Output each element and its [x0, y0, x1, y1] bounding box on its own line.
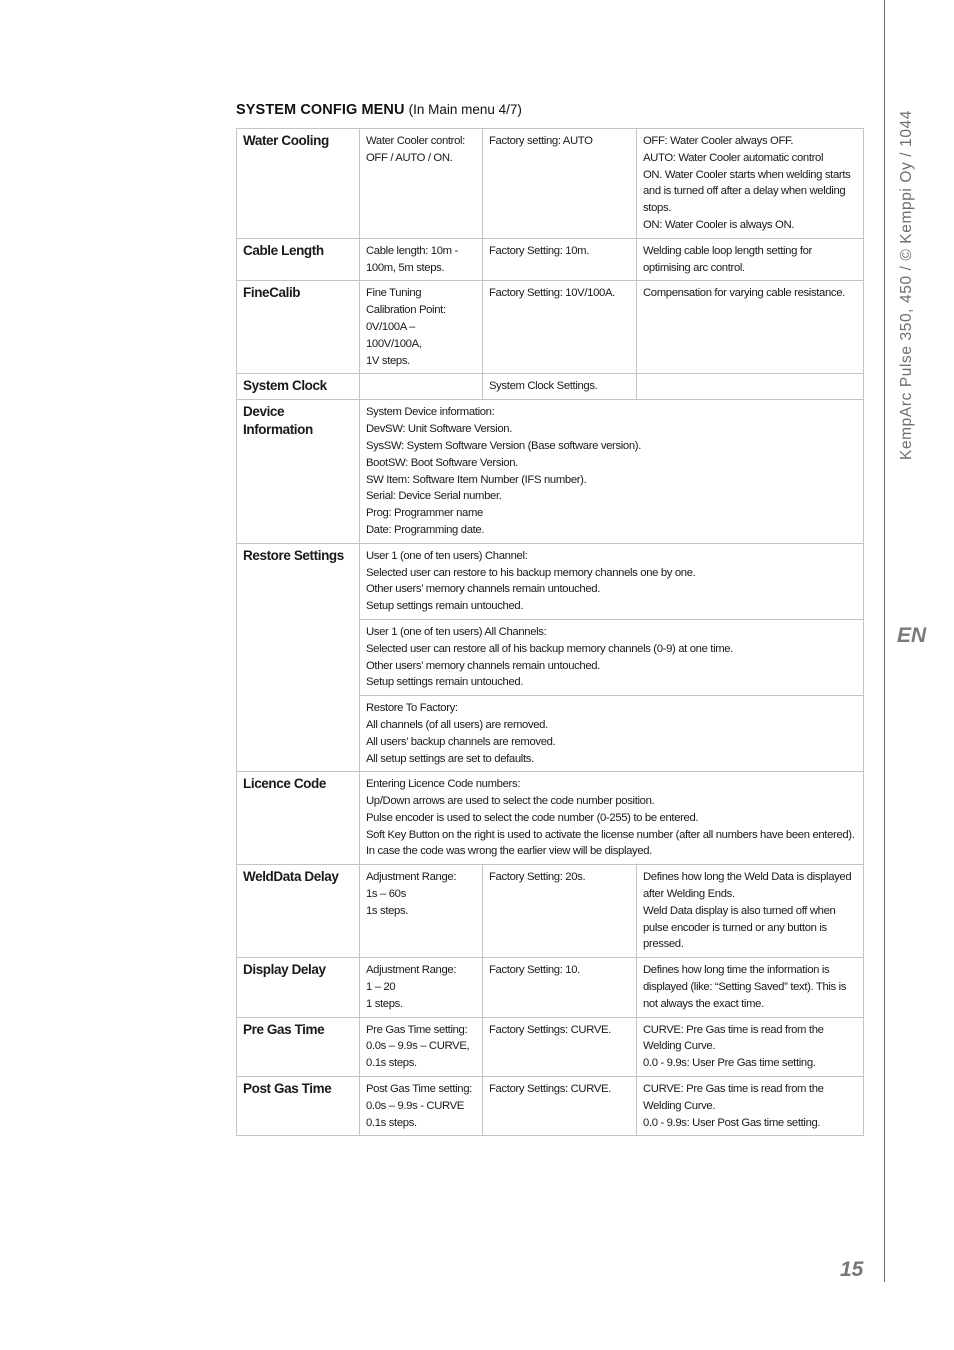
- table-row: [237, 238, 864, 281]
- table-row: [237, 374, 864, 400]
- setting-description: Restore To Factory: All channels (of all users) are removed. All users’ backup channels are removed. All setup settings are set to defaults.: [360, 696, 864, 772]
- setting-range: Fine Tuning Calibration Point: 0V/100A – 100V/100A, 1V steps.: [360, 281, 483, 374]
- side-divider-line: [884, 0, 885, 1282]
- setting-default: Factory Setting: 10.: [483, 958, 637, 1017]
- table-row: [237, 772, 864, 865]
- setting-description: Welding cable loop length setting for optimising arc control.: [637, 238, 864, 281]
- setting-name: Pre Gas Time: [237, 1017, 360, 1076]
- setting-name: Licence Code: [237, 772, 360, 865]
- language-tab: EN: [897, 624, 927, 647]
- table-row: [237, 281, 864, 374]
- section-title: SYSTEM CONFIG MENU: [236, 102, 405, 118]
- setting-name: Device Information: [237, 400, 360, 543]
- setting-name: Display Delay: [237, 958, 360, 1017]
- setting-default: System Clock Settings.: [483, 374, 637, 400]
- setting-range: Pre Gas Time setting: 0.0s – 9.9s – CURVE, 0.1s steps.: [360, 1017, 483, 1076]
- table-row: [237, 400, 864, 543]
- setting-description: Entering Licence Code numbers: Up/Down arrows are used to select the code number position. Pulse encoder is used to select the code number (0-255) to be entered. Soft Key Button on the right is used to activate the license number (after all numbers have been entered). In case the code was wrong the earlier view will be displayed.: [360, 772, 864, 865]
- setting-description: Compensation for varying cable resistance.: [637, 281, 864, 374]
- setting-default: Factory Settings: CURVE.: [483, 1077, 637, 1136]
- setting-description: CURVE: Pre Gas time is read from the Welding Curve. 0.0 - 9.9s: User Pre Gas time setting.: [637, 1017, 864, 1076]
- setting-range: Adjustment Range: 1s – 60s 1s steps.: [360, 865, 483, 958]
- table-row: [237, 1017, 864, 1076]
- system-config-table: [236, 128, 864, 1136]
- setting-name: FineCalib: [237, 281, 360, 374]
- setting-description: User 1 (one of ten users) All Channels: Selected user can restore all of his backup memory channels (0-9) at one time. Other users’ memory channels remain untouched. Setup settings remain untouched.: [360, 619, 864, 695]
- setting-description: System Device information: DevSW: Unit Software Version. SysSW: System Software Version (Base software version). BootSW: Boot Software Version. SW Item: Software Item Number (IFS number). Serial: Device Serial number. Prog: Programmer name Date: Programming date.: [360, 400, 864, 543]
- document-running-title: KempArc Pulse 350, 450 / © Kemppi Oy / 1044: [898, 110, 915, 460]
- setting-description: [637, 374, 864, 400]
- setting-name: Water Cooling: [237, 129, 360, 239]
- setting-name: System Clock: [237, 374, 360, 400]
- setting-name: Restore Settings: [237, 543, 360, 772]
- table-row: [237, 865, 864, 958]
- setting-range: Post Gas Time setting: 0.0s – 9.9s - CURVE 0.1s steps.: [360, 1077, 483, 1136]
- table-row: [237, 958, 864, 1017]
- page-number: 15: [840, 1258, 864, 1281]
- setting-default: Factory setting: AUTO: [483, 129, 637, 239]
- setting-default: Factory Setting: 10V/100A.: [483, 281, 637, 374]
- setting-default: Factory Settings: CURVE.: [483, 1017, 637, 1076]
- setting-description: Defines how long the Weld Data is displayed after Welding Ends. Weld Data display is also turned off when pulse encoder is turned or any button is pressed.: [637, 865, 864, 958]
- table-row: [237, 543, 864, 619]
- table-row: [237, 129, 864, 239]
- setting-name: Cable Length: [237, 238, 360, 281]
- section-heading: [236, 102, 522, 118]
- setting-range: Adjustment Range: 1 – 20 1 steps.: [360, 958, 483, 1017]
- table-row: [237, 1077, 864, 1136]
- setting-description: CURVE: Pre Gas time is read from the Welding Curve. 0.0 - 9.9s: User Post Gas time setting.: [637, 1077, 864, 1136]
- setting-name: Post Gas Time: [237, 1077, 360, 1136]
- setting-name: WeldData Delay: [237, 865, 360, 958]
- setting-range: Cable length: 10m - 100m, 5m steps.: [360, 238, 483, 281]
- setting-range: Water Cooler control: OFF / AUTO / ON.: [360, 129, 483, 239]
- setting-description: OFF: Water Cooler always OFF. AUTO: Water Cooler automatic control ON. Water Cooler starts when welding starts and is turned off after a delay when welding stops. ON: Water Cooler is always ON.: [637, 129, 864, 239]
- setting-default: Factory Setting: 20s.: [483, 865, 637, 958]
- section-subtitle: (In Main menu 4/7): [408, 102, 522, 117]
- setting-description: User 1 (one of ten users) Channel: Selected user can restore to his backup memory channels one by one. Other users’ memory channels remain untouched. Setup settings remain untouched.: [360, 543, 864, 619]
- setting-range: [360, 374, 483, 400]
- setting-default: Factory Setting: 10m.: [483, 238, 637, 281]
- setting-description: Defines how long time the information is displayed (like: “Setting Saved” text). This is not always the exact time.: [637, 958, 864, 1017]
